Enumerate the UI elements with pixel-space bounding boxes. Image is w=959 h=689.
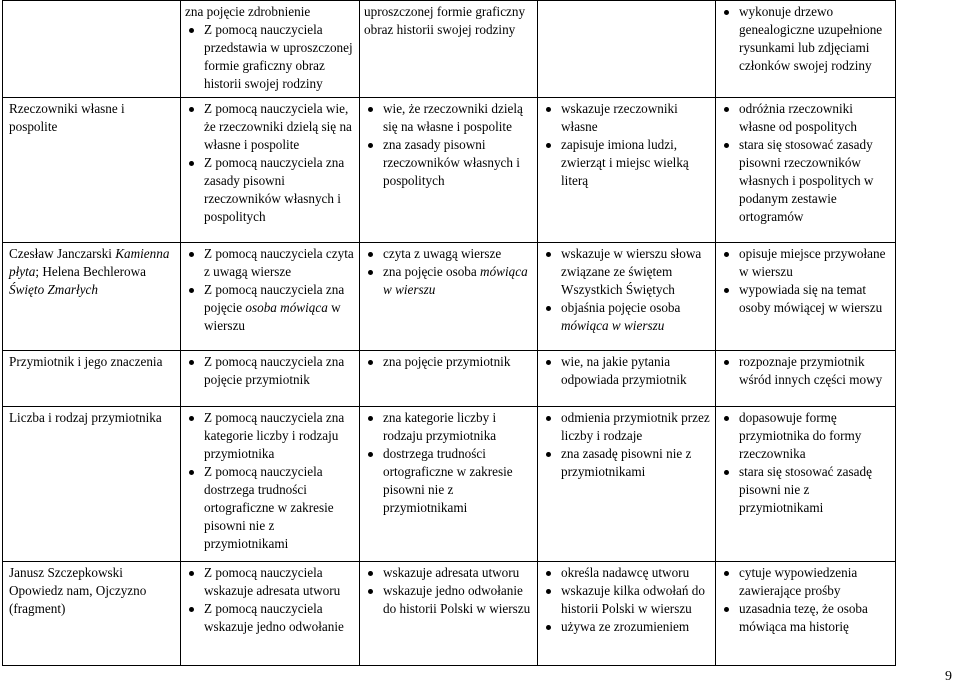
bullet-icon (368, 107, 373, 112)
bullet-icon (724, 607, 729, 612)
cell-text: wskazuje rzeczowniki własne (561, 101, 678, 134)
text-item (364, 3, 533, 39)
grade-3-cell (360, 562, 538, 666)
bullet-item (720, 100, 891, 136)
cell-text: zna pojęcie osoba (383, 264, 481, 279)
cell-text: czyta z uwagą wiersze (383, 246, 502, 261)
page-number: 9 (945, 669, 952, 684)
cell-text: Z pomocą nauczyciela zna pojęcie przymiotnik (204, 354, 345, 387)
cell-text: zna pojęcie zdrobnienie (185, 4, 311, 19)
bullet-icon (724, 252, 729, 257)
cell-text: Z pomocą nauczyciela wskazuje jedno odwołanie (204, 601, 344, 634)
cell-text: Z pomocą nauczyciela wskazuje adresata utworu (204, 565, 341, 598)
cell-text: zna zasadę pisowni nie z przymiotnikami (561, 446, 692, 479)
bullet-item (542, 245, 711, 299)
grade-4-cell (538, 562, 716, 666)
bullet-icon (189, 360, 194, 365)
table-row-poems (3, 243, 896, 351)
bullet-item (185, 600, 355, 636)
cell-text: wykonuje drzewo genealogiczne uzupełnione rysunkami lub zdjęciami członków swojej rodziny (739, 4, 883, 73)
cell-text: wie, na jakie pytania odpowiada przymiotnik (561, 354, 687, 387)
bullet-item (185, 100, 355, 154)
bullet-icon (724, 470, 729, 475)
cell-text: Janusz Szczepkowski Opowiedz nam, Ojczyzno (fragment) (9, 565, 147, 616)
topic-cell (3, 243, 181, 351)
cell-text: wie, że rzeczowniki dzielą się na własne i pospolite (383, 101, 523, 134)
bullet-item (542, 582, 711, 618)
bullet-icon (546, 360, 551, 365)
grade-2-cell (181, 98, 360, 243)
topic-text (9, 100, 176, 136)
bullet-item (185, 353, 355, 389)
cell-text: określa nadawcę utworu (561, 565, 690, 580)
bullet-icon (546, 416, 551, 421)
topic-cell (3, 351, 181, 407)
cell-text: Rzeczowniki własne i pospolite (9, 101, 125, 134)
italic-text: mówiąca w wierszu (561, 318, 665, 333)
cell-text: opisuje miejsce przywołane w wierszu (739, 246, 886, 279)
bullet-icon (189, 571, 194, 576)
grade-2-cell (181, 243, 360, 351)
grade-2-cell (181, 351, 360, 407)
bullet-icon (368, 360, 373, 365)
topic-text (9, 409, 176, 427)
bullet-item (364, 409, 533, 445)
bullet-item (542, 564, 711, 582)
bullet-item (364, 353, 533, 371)
bullet-icon (368, 143, 373, 148)
topic-text (9, 564, 176, 618)
bullet-item (542, 353, 711, 389)
bullet-item (720, 136, 891, 226)
bullet-icon (546, 252, 551, 257)
cell-text: zna zasady pisowni rzeczowników własnych i pospolitych (383, 137, 520, 188)
bullet-item (364, 245, 533, 263)
cell-text: objaśnia pojęcie osoba (561, 300, 681, 315)
bullet-icon (546, 452, 551, 457)
cell-text: rozpoznaje przymiotnik wśród innych części mowy (739, 354, 883, 387)
grade-5-cell (716, 351, 896, 407)
topic-cell (3, 1, 181, 98)
cell-text: wskazuje jedno odwołanie do historii Polski w wierszu (383, 583, 531, 616)
topic-text (9, 353, 176, 371)
cell-text: Z pomocą nauczyciela zna zasady pisowni rzeczowników własnych i pospolitych (204, 155, 345, 224)
bullet-item (720, 564, 891, 600)
cell-text: zna kategorie liczby i rodzaju przymiotnika (383, 410, 497, 443)
cell-text: Czesław Janczarski (9, 246, 116, 261)
cell-text: Liczba i rodzaj przymiotnika (9, 410, 162, 425)
grade-3-cell (360, 98, 538, 243)
cell-text: zapisuje imiona ludzi, zwierząt i miejsc wielką literą (561, 137, 689, 188)
bullet-icon (724, 571, 729, 576)
bullet-item (364, 445, 533, 517)
italic-text: mówiąca w wierszu (383, 264, 528, 297)
topic-text (9, 245, 176, 299)
cell-text: dopasowuje formę przymiotnika do formy rzeczownika (739, 410, 862, 461)
grade-5-cell (716, 407, 896, 562)
cell-text: Z pomocą nauczyciela czyta z uwagą wiersze (204, 246, 354, 279)
grade-2-cell (181, 562, 360, 666)
bullet-item (185, 154, 355, 226)
cell-text: wskazuje adresata utworu (383, 565, 520, 580)
bullet-icon (189, 288, 194, 293)
cell-text: Z pomocą nauczyciela wie, że rzeczowniki dzielą się na własne i pospolite (204, 101, 352, 152)
cell-text: cytuje wypowiedzenia zawierające prośby (739, 565, 858, 598)
bullet-item (542, 445, 711, 481)
bullet-item (364, 582, 533, 618)
bullet-item (720, 245, 891, 281)
grade-3-cell (360, 351, 538, 407)
bullet-item (542, 299, 711, 335)
bullet-icon (724, 360, 729, 365)
bullet-item (185, 245, 355, 281)
bullet-icon (189, 607, 194, 612)
bullet-item (185, 463, 355, 553)
bullet-item (720, 600, 891, 636)
bullet-item (720, 3, 891, 75)
bullet-item (720, 281, 891, 317)
bullet-icon (368, 270, 373, 275)
bullet-item (542, 136, 711, 190)
cell-text: Z pomocą nauczyciela przedstawia w uproszczonej formie graficzny obraz historii swojej rodziny (204, 22, 353, 91)
bullet-icon (724, 107, 729, 112)
cell-text: odmienia przymiotnik przez liczby i rodzaje (561, 410, 710, 443)
table-row-adjective-number-gender (3, 407, 896, 562)
cell-text: stara się stosować zasady pisowni rzeczowników własnych i pospolitych w podanym zestawie ortogramów (739, 137, 874, 224)
bullet-icon (724, 143, 729, 148)
grade-5-cell (716, 562, 896, 666)
grade-4-cell (538, 243, 716, 351)
bullet-item (364, 564, 533, 582)
bullet-icon (724, 416, 729, 421)
table-row-szczepkowski (3, 562, 896, 666)
grade-3-cell (360, 407, 538, 562)
bullet-icon (189, 252, 194, 257)
bullet-item (542, 409, 711, 445)
bullet-icon (546, 143, 551, 148)
bullet-item (364, 263, 533, 299)
bullet-item (542, 618, 711, 636)
cell-text: w wierszu (204, 300, 341, 333)
bullet-icon (189, 107, 194, 112)
bullet-icon (368, 571, 373, 576)
table-row-adjective (3, 351, 896, 407)
grade-3-cell (360, 1, 538, 98)
bullet-item (364, 100, 533, 136)
grade-5-cell (716, 98, 896, 243)
cell-text: Z pomocą nauczyciela zna kategorie liczby i rodzaju przymiotnika (204, 410, 345, 461)
cell-text: uzasadnia tezę, że osoba mówiąca ma historię (739, 601, 868, 634)
topic-cell (3, 98, 181, 243)
bullet-icon (368, 452, 373, 457)
cell-text: odróżnia rzeczowniki własne od pospolitych (739, 101, 857, 134)
grade-5-cell (716, 243, 896, 351)
cell-text: ; Helena Bechlerowa (35, 264, 146, 279)
grade-3-cell (360, 243, 538, 351)
cell-text: Z pomocą nauczyciela dostrzega trudności ortograficzne w zakresie pisowni nie z przymiotnikami (204, 464, 334, 551)
bullet-icon (546, 107, 551, 112)
bullet-icon (546, 625, 551, 630)
requirements-table-body (3, 1, 896, 666)
cell-text: wskazuje w wierszu słowa związane ze świętem Wszystkich Świętych (561, 246, 702, 297)
cell-text: dostrzega trudności ortograficzne w zakresie pisowni nie z przymiotnikami (383, 446, 513, 515)
italic-text: Kamienna płyta (9, 246, 170, 279)
bullet-icon (368, 589, 373, 594)
bullet-icon (546, 589, 551, 594)
bullet-icon (546, 306, 551, 311)
bullet-icon (368, 252, 373, 257)
requirements-table (2, 0, 896, 666)
bullet-icon (189, 28, 194, 33)
bullet-item (720, 463, 891, 517)
bullet-item (185, 564, 355, 600)
grade-2-cell (181, 407, 360, 562)
bullet-item (542, 100, 711, 136)
grade-4-cell (538, 407, 716, 562)
cell-text: wypowiada się na temat osoby mówiącej w wierszu (739, 282, 883, 315)
cell-text: stara się stosować zasadę pisowni nie z przymiotnikami (739, 464, 872, 515)
cell-text: uproszczonej formie graficzny obraz historii swojej rodziny (364, 4, 526, 37)
bullet-icon (189, 161, 194, 166)
bullet-icon (368, 416, 373, 421)
bullet-item (720, 353, 891, 389)
cell-text: zna pojęcie przymiotnik (383, 354, 511, 369)
cell-text: używa ze zrozumieniem (561, 619, 690, 634)
bullet-icon (546, 571, 551, 576)
table-row-proper-nouns (3, 98, 896, 243)
grade-4-cell (538, 351, 716, 407)
bullet-item (364, 136, 533, 190)
topic-cell (3, 407, 181, 562)
bullet-item (720, 409, 891, 463)
italic-text: osoba mówiąca (245, 300, 328, 315)
bullet-item (185, 409, 355, 463)
grade-4-cell (538, 1, 716, 98)
cell-text: wskazuje kilka odwołań do historii Polski w wierszu (561, 583, 705, 616)
table-row-family-tree (3, 1, 896, 98)
grade-2-cell (181, 1, 360, 98)
bullet-icon (189, 470, 194, 475)
text-item (185, 3, 355, 21)
topic-cell (3, 562, 181, 666)
italic-text: Święto Zmarłych (9, 282, 99, 297)
bullet-icon (724, 288, 729, 293)
grade-5-cell (716, 1, 896, 98)
bullet-item (185, 21, 355, 93)
cell-text: Z pomocą nauczyciela zna pojęcie (204, 282, 345, 315)
bullet-icon (189, 416, 194, 421)
bullet-item (185, 281, 355, 335)
cell-text: Przymiotnik i jego znaczenia (9, 354, 163, 369)
grade-4-cell (538, 98, 716, 243)
bullet-icon (724, 10, 729, 15)
